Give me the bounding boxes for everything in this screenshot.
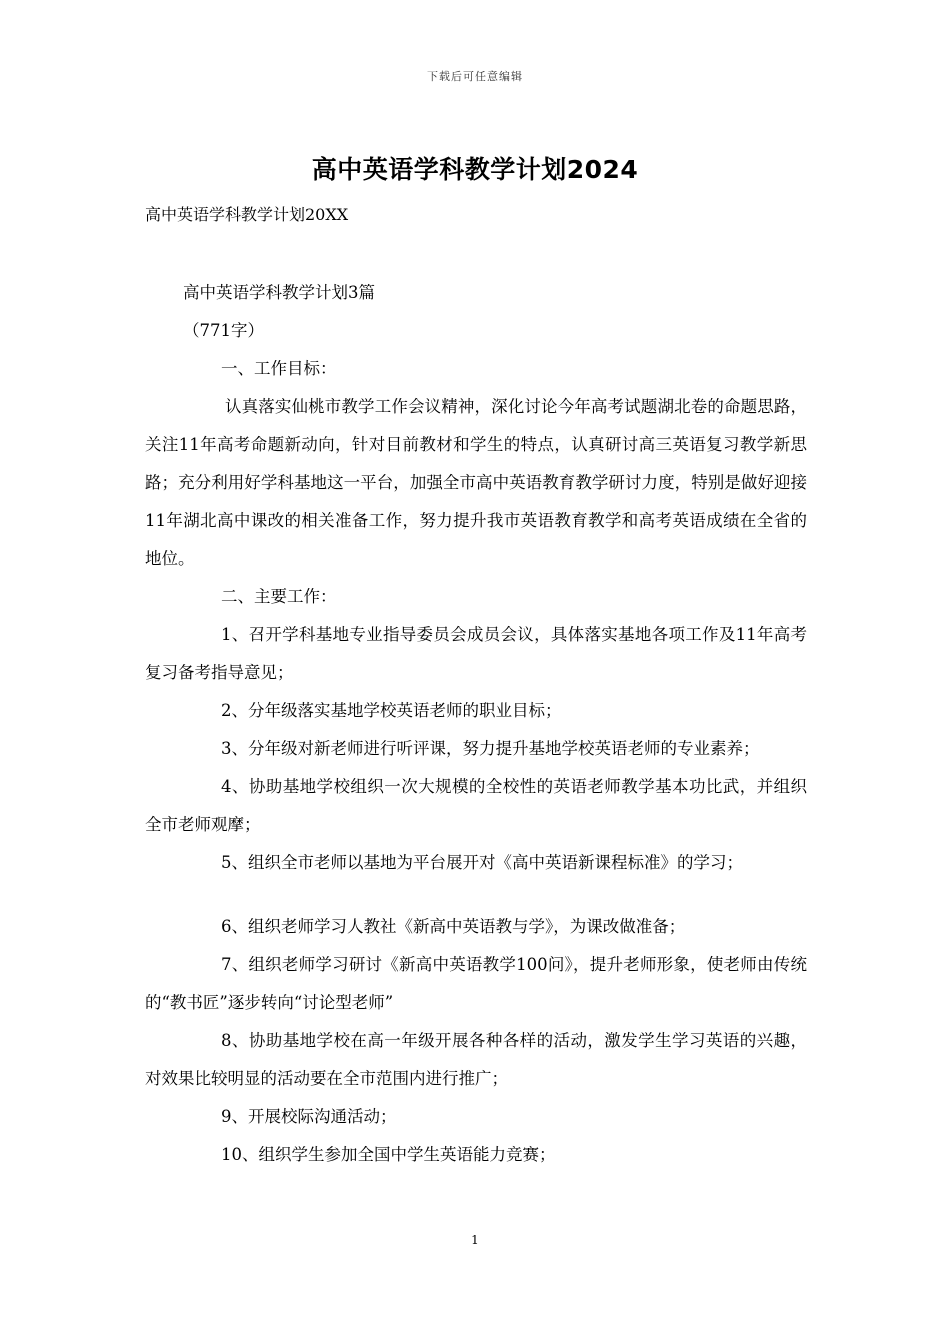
list-item: 6、组织老师学习人教社《新高中英语教与学》，为课改做准备； [221, 917, 686, 936]
document-title: 高中英语学科教学计划2024 [311, 155, 639, 184]
list-item: 2、分年级落实基地学校英语老师的职业目标； [221, 701, 562, 720]
page-number: 1 [471, 1233, 479, 1247]
page-header-note: 下载后可任意编辑 [427, 70, 523, 83]
heading-main-work: 二、主要工作： [221, 587, 337, 606]
list-item: 8、协助基地学校在高一年级开展各种各样的活动，激发学生学习英语的兴趣，对效果比较明显的活动要在全市范围内进行推广； [145, 1031, 807, 1088]
document-subtitle: 高中英语学科教学计划20XX [145, 205, 349, 224]
list-item: 3、分年级对新老师进行听评课，努力提升基地学校英语老师的专业素养； [221, 739, 760, 758]
paragraph-goals: 认真落实仙桃市教学工作会议精神，深化讨论今年高考试题湖北卷的命题思路，关注11年高考命题新动向，针对目前教材和学生的特点，认真研讨高三英语复习教学新思路；充分利用好学科基地这一平台，加强全市高中英语教育教学研讨力度，特别是做好迎接11年湖北高中课改的相关准备工作，努力提升我市英语教育教学和高考英语成绩在全省的地位。 [145, 397, 807, 568]
list-item: 5、组织全市老师以基地为平台展开对《高中英语新课程标准》的学习； [221, 853, 743, 872]
list-item: 10、组织学生参加全国中学生英语能力竞赛； [221, 1145, 556, 1164]
list-item: 7、组织老师学习研讨《新高中英语教学100问》，提升老师形象，使老师由传统的“教书匠”逐步转向“讨论型老师” [145, 955, 807, 1012]
list-item: 9、开展校际沟通活动； [221, 1107, 397, 1126]
section-heading: 高中英语学科教学计划3篇 [183, 283, 375, 302]
word-count: （771字） [183, 321, 264, 340]
list-item: 4、协助基地学校组织一次大规模的全校性的英语老师教学基本功比武，并组织全市老师观摩； [145, 777, 807, 834]
list-item: 1、召开学科基地专业指导委员会成员会议，具体落实基地各项工作及11年高考复习备考指导意见； [145, 625, 807, 682]
document-body [145, 274, 807, 1174]
heading-goals: 一、工作目标： [221, 359, 337, 378]
